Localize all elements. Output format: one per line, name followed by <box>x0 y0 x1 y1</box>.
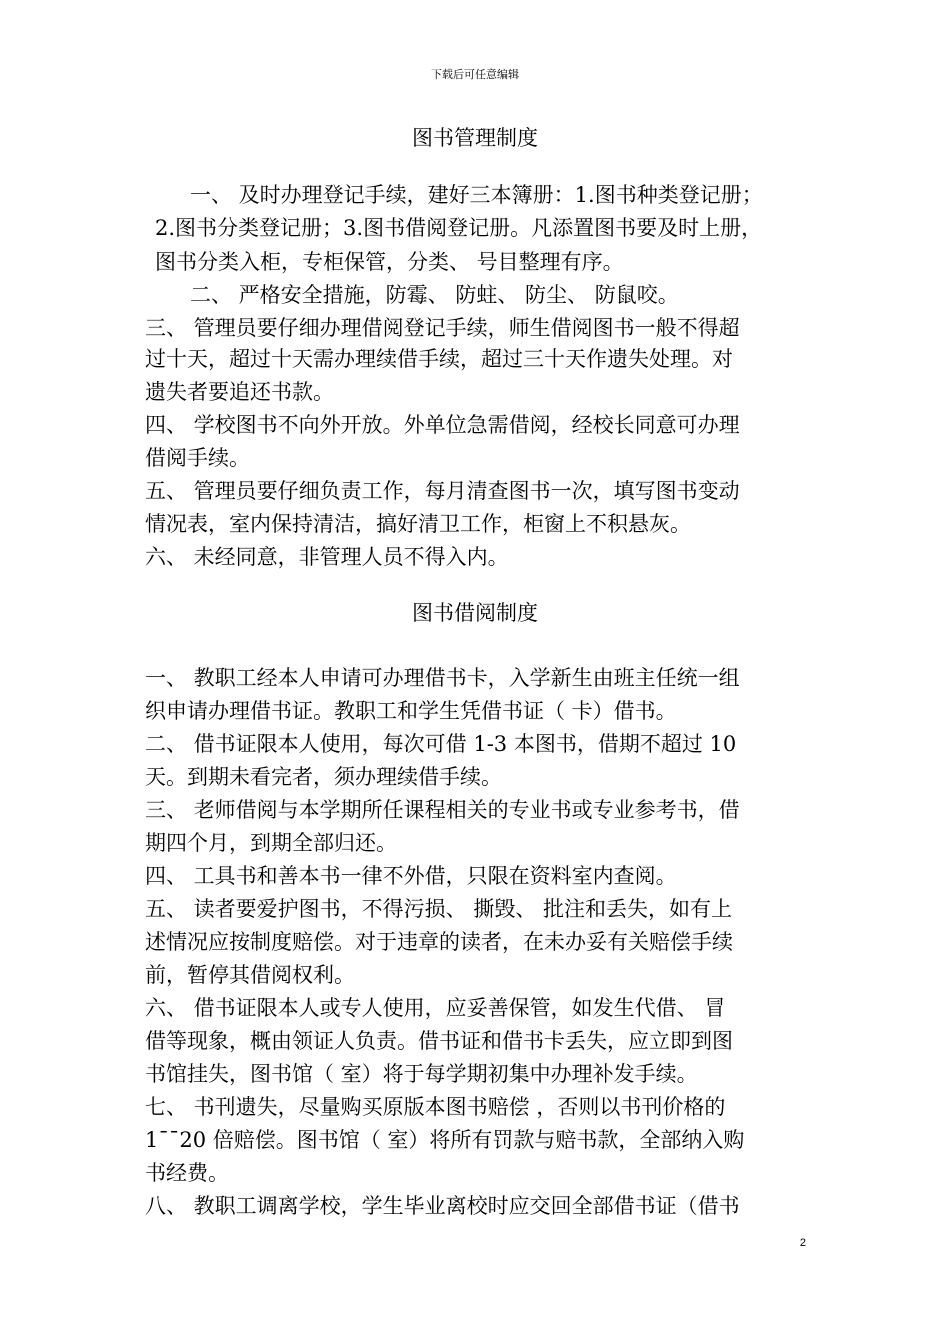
management-line: 过十天，超过十天需办理续借手续，超过三十天作遗失处理。对 <box>145 347 733 371</box>
management-line: 五、 管理员要仔细负责工作，每月清查图书一次，填写图书变动 <box>145 479 740 503</box>
borrowing-line: 一、 教职工经本人申请可办理借书卡，入学新生由班主任统一组 <box>145 666 740 690</box>
management-line: 三、 管理员要仔细办理借阅登记手续，师生借阅图书一般不得超 <box>145 316 740 340</box>
borrowing-line: 书馆挂失，图书馆（ 室）将于每学期初集中办理补发手续。 <box>145 1062 698 1086</box>
management-line: 四、 学校图书不向外开放。外单位急需借阅，经校长同意可办理 <box>145 413 740 437</box>
section-title-borrowing: 图书借阅制度 <box>412 601 538 625</box>
management-line: 一、 及时办理登记手续，建好三本簿册：1.图书种类登记册； <box>190 183 763 207</box>
management-line: 图书分类入柜，专柜保管，分类、 号目整理有序。 <box>155 250 624 274</box>
management-line: 情况表，室内保持清洁，搞好清卫工作，柜窗上不积悬灰。 <box>145 512 691 536</box>
management-line: 2.图书分类登记册；3.图书借阅登记册。凡添置图书要及时上册， <box>155 216 763 240</box>
management-line: 遗失者要追还书款。 <box>145 380 334 404</box>
borrowing-line: 1¯¯20 倍赔偿。图书馆（ 室）将所有罚款与赔书款，全部纳入购 <box>145 1128 745 1152</box>
borrowing-line: 八、 教职工调离学校，学生毕业离校时应交回全部借书证（借书 <box>145 1194 740 1218</box>
header-note: 下载后可任意编辑 <box>431 68 519 81</box>
borrowing-line: 书经费。 <box>145 1161 229 1185</box>
borrowing-line: 二、 借书证限本人使用，每次可借 1-3 本图书，借期不超过 10 <box>145 732 737 756</box>
page-number: 2 <box>799 1237 806 1249</box>
borrowing-line: 前，暂停其借阅权利。 <box>145 963 355 987</box>
borrowing-line: 织申请办理借书证。教职工和学生凭借书证（ 卡）借书。 <box>145 699 677 723</box>
section-title-management: 图书管理制度 <box>412 126 538 150</box>
borrowing-line: 期四个月，到期全部归还。 <box>145 831 397 855</box>
management-line: 借阅手续。 <box>145 446 250 470</box>
borrowing-line: 天。到期未看完者，须办理续借手续。 <box>145 765 502 789</box>
borrowing-line: 七、 书刊遗失，尽量购买原版本图书赔偿 ，否则以书刊价格的 <box>145 1095 726 1119</box>
borrowing-line: 三、 老师借阅与本学期所任课程相关的专业书或专业参考书，借 <box>145 798 740 822</box>
borrowing-line: 借等现象，概由领证人负责。借书证和借书卡丢失，应立即到图 <box>145 1029 733 1053</box>
management-line: 六、 未经同意，非管理人员不得入内。 <box>145 545 509 569</box>
management-line: 二、 严格安全措施，防霉、 防蛀、 防尘、 防鼠咬。 <box>190 283 679 307</box>
borrowing-line: 六、 借书证限本人或专人使用，应妥善保管，如发生代借、 冒 <box>145 996 726 1020</box>
borrowing-line: 述情况应按制度赔偿。对于违章的读者，在未办妥有关赔偿手续 <box>145 930 733 954</box>
borrowing-line: 四、 工具书和善本书一律不外借，只限在资料室内查阅。 <box>145 864 677 888</box>
borrowing-line: 五、 读者要爱护图书，不得污损、 撕毁、 批注和丢失，如有上 <box>145 897 733 921</box>
